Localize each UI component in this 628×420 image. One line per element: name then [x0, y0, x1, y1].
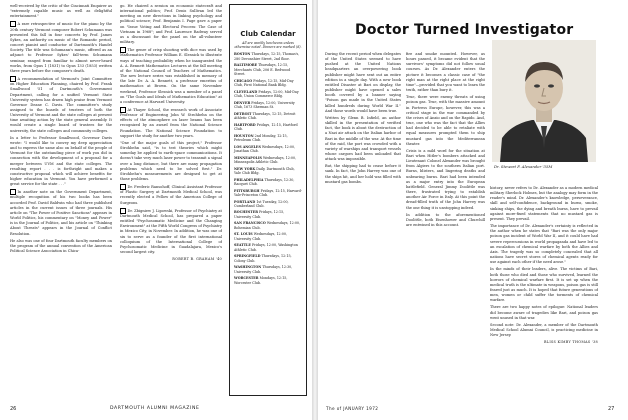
calendar-club-name: BOSTON — [234, 52, 251, 57]
calendar-entry — [234, 221, 302, 230]
paragraph: But, the shipping had to cease before it sank. In fact, the John Harvey was one of the ships hit, and her hold was filled with mustard gas bombs. — [325, 164, 401, 184]
calendar-club-name: WORCESTER — [234, 276, 259, 281]
page-number-left: 26 — [10, 406, 17, 412]
bullet-square-icon — [120, 208, 126, 214]
calendar-club-name: CHICAGO — [234, 78, 253, 83]
author-signoff: ROBERT B. GRAHAM '40 — [172, 257, 222, 262]
calendar-details: Fridays, 12:15, Mid-Day Club, First National Bank Bldg. — [234, 78, 294, 87]
calendar-details: Thursdays, 12:30, University Club. — [234, 265, 293, 274]
paragraph: During the recent period when delegates of the United States seemed to have pushed at the United Nations headquarters an overpowering book publisher might have sent out an entire edition in a single day. With a new book entitled Disaster at Bari on display, the publisher might have opened a sales booth covered by a banner saying "Poison gas made in the United States killed hundreds during World War II." And those words would have been true. — [325, 52, 401, 113]
author-signoff: BLISS KIMBY THOMAS '38 — [543, 340, 598, 345]
calendar-entry — [234, 123, 302, 132]
calendar-club-name: DENVER — [234, 100, 251, 105]
calendar-entry — [234, 79, 302, 88]
calendar-club-name: BALTIMORE — [234, 63, 258, 68]
paragraph: Dr. Frederic Ransohoff, Clinical Assistant Professor of Plastic Surgery at Dartmouth Medical School, was recently elected a Fellow of the American College of Surgeons. — [120, 185, 222, 205]
calendar-details: Thursdays, 12:15, Thomas's, 280 Devonshire Street, 2nd floor. — [234, 52, 300, 61]
club-calendar-note: All are weekly luncheons unless otherwise noted. Dinners are marked (d). — [234, 41, 302, 50]
calendar-club-name: SPRINGFIELD — [234, 254, 261, 259]
calendar-details: Wednesdays, 12:00, Minneapolis Athletic Club. — [234, 155, 297, 164]
right-column-1 — [325, 52, 401, 398]
paragraph: history, never refers to Dr. Alexander as a modern medical military Sherlock Holmes, but the analogy may form in the reader's mind. Dr. Alexander's knowledge, perseverance, skill and self-confidence, background in burns, smoke, sinking ships, the dying and breath burns, have to prevail against more-fixed statements that no mustard gas is present. They prevail. — [490, 186, 598, 221]
paragraph: A rare retrospective of music for the piano by the 20th century Vermont composer Robert Schumann was presented this fall in four concerts by Prof. James Sykes, an authority on music of the Romantic period, concert pianist and conductor of Dartmouth's Handel Society. The title was Schumann's music, offered as an adjunct to Professor Sykes' fall-term Schumann seminar, ranged from familiar to almost never-heard works, from Opus 1 (1831) to Opus 133 (1853) written three years before the composer's death. — [10, 22, 112, 73]
calendar-entry — [234, 265, 302, 274]
calendar-club-name: MINNEAPOLIS — [234, 155, 262, 160]
bullet-square-icon — [10, 189, 16, 195]
calendar-details: Thursdays, 12:15, Colony Club. — [234, 254, 292, 263]
paragraph: In another note on the Government Department, multiple recognition of his two books has been accorded Prof. David Baldwin who had three published articles in the current issues of three journals. His article on "The Power of Positive Sanctions" appears in World Politics, his commentary on "Money and Power" is in the Journal of Politics, and his article on "Thinking About Threats" appears in the Journal of Conflict Resolution. — [10, 190, 112, 236]
calendar-club-name: NEW YORK — [234, 166, 256, 171]
calendar-entry — [234, 210, 302, 219]
club-calendar-box — [229, 4, 307, 396]
paragraph: Second note: Dr. Alexander, a member of the Dartmouth Medical School Alumni Council, is practicing medicine in New Jersey. — [490, 322, 598, 338]
calendar-club-name: HOUSTON — [234, 133, 254, 138]
paragraph: In addition to the aforementioned Doolittle, both Eisenhower and Churchill are entwined in this account. — [406, 212, 485, 227]
photo-caption: Dr. Stewart F. Alexander '35M — [494, 164, 553, 169]
paragraph: Crisis is a mild word for the situation at Bari when Hitler's bombers attacked and Lieutenant Colonel Alexander was brought from Algiers to the southern Italian port. Burns, blisters, and lingering deaths and unbearing burns. Bari had been intended as a major entry into the European battlefield. General Jimmy Doolittle was there, frustrated trying to establish another Air Force in Italy. At this point the dread-filled truth of the John Harvey was the one thing it is unstopping indeed. — [406, 148, 485, 210]
calendar-club-name: HARTFORD — [234, 122, 256, 127]
paragraph: Written by Glenn B. Infield, an author skilled in the presentation of verified fact, the book is about the destruction of a Nazi air attack on the Italian harbor of Bari in the middle of the war. At the time of the raid, the port was crowded with a variety of warships and transport vessels whose cargoes had been unloaded that attack was impossible. — [325, 115, 401, 162]
calendar-entry — [234, 254, 302, 263]
calendar-club-name: DETROIT — [234, 111, 252, 116]
calendar-details: Thursdays, 12:15, Merchants Club, 206 E. Redwood Street. — [234, 63, 291, 76]
calendar-club-name: PITTSBURGH — [234, 188, 260, 193]
calendar-details: 2nd Monday, 12:15, Petroleum Club. — [234, 133, 288, 142]
paragraph: "One of the major goals of this project," Professor Strohbehn said, "is to test theories which might someday be applied to earth-space communications. It doesn't take very much laser power to transmit a signal over a long distance, but there are many propagation problems which need to be solved first." Dr. Strohbehn's measurements are designed to get at those problems. — [120, 140, 222, 181]
calendar-entry — [234, 243, 302, 252]
bullet-square-icon — [120, 184, 126, 190]
calendar-details: Wednesdays, 12:00, University Club. — [234, 232, 287, 241]
bullet-square-icon — [120, 107, 126, 113]
paragraph: In a letter to Professor Smallwood, Governor Davis wrote: "I would like to convey my deep appreciation and to express the same also on behalf of the people of Vermont for the outstanding piece of work you did in connection with the development of a proposal for a merger between UVM and the state colleges. The resulting report . . . is forthright and makes a constructive proposal which will achieve benefits for higher education in Vermont. You have performed a great service for the state . . ." — [10, 135, 112, 187]
calendar-details: Wednesdays, 12:00, Bohemian Club. — [234, 221, 301, 230]
portrait-photo — [492, 40, 596, 162]
paragraph: True, there were enemy threats of using poison gas. True, with the massive amount in Fortress Europe, however, this was a critical stage in the war commanded by the crises of Anzio and on the Rapido. And, true, one who was the fact that the Allies had decided to be able to retaliate with equal measures prompted them to ship mustard gas into the Mediterranean theater. — [406, 95, 485, 146]
calendar-entry — [234, 167, 302, 176]
calendar-entry — [234, 189, 302, 198]
left-column-1 — [10, 4, 112, 396]
calendar-details: Fridays, 12:00, University Club, 1673 Sherman St. — [234, 100, 295, 109]
calendar-entry — [234, 232, 302, 241]
calendar-details: Daily, Dartmouth Club, Yale Club Bldg. — [234, 166, 295, 175]
calendar-entry — [234, 134, 302, 143]
calendar-club-name: PORTLAND — [234, 199, 256, 204]
article-title: Doctor Turned Investigator — [355, 22, 574, 38]
calendar-entry — [234, 156, 302, 165]
calendar-club-name: LOS ANGELES — [234, 144, 261, 149]
calendar-details: Fridays, 12:15, Harvard-Yale-Princeton Club. — [234, 188, 302, 197]
calendar-entry — [234, 200, 302, 209]
calendar-club-name: PHILADELPHIA — [234, 177, 264, 182]
issue-line: The of JANUARY 1972 — [326, 406, 379, 411]
club-calendar-list — [234, 52, 302, 285]
calendar-entry — [234, 63, 302, 76]
paragraph: There are two happy notes of epilogue: National leaders did become aware of tragedies like Bari, and poison gas went unused in that war. — [490, 305, 598, 320]
calendar-details: Fridays, 12:00, Washington Athletic Club. — [234, 243, 298, 252]
bullet-square-icon — [10, 21, 16, 27]
paragraph: well-received by the critic of the Cincinnati Enquirer as "extremely capable music as well as delightful entertainment." — [10, 4, 112, 19]
calendar-club-name: CLEVELAND — [234, 89, 258, 94]
paragraph: Dr. Zbigniew J. Lipowski, Professor of Psychiatry at Dartmouth Medical School, has prepared a paper entitled "Psychosomatic Medicine and the Changing Environment" at the Fifth World Congress of Psychiatry in Mexico City, in November. In addition, he was one of six to serve as a founder of the first international colloquium of the International College of Psychosomatic Medicine in Guadalajara, Mexico's second largest city. — [120, 208, 222, 255]
calendar-details: Fridays, 12:00, Mid-Day Club, Union Commerce Bldg. — [234, 89, 299, 98]
calendar-entry — [234, 90, 302, 99]
calendar-entry — [234, 145, 302, 154]
page-number-right: 27 — [608, 406, 615, 412]
calendar-entry — [234, 178, 302, 187]
calendar-details: Fridays, 12:15, University Club. — [234, 210, 285, 219]
paragraph: He also was one of four Dartmouth faculty members on the program of the annual convention of the American Political Science Association in Chica- — [10, 238, 112, 254]
paragraph: The importance of Dr. Alexander's certainty is reflected in the author when he states that "Bari was the only major poison gas incident of World War II, and it could have had severe repercussions in world propaganda and have led to an escalation of chemical warfare by both the Allies and Axis. The tragedy was so completely concealed that all nations have secret stores of chemical agents ready for use against each other if the need arose." — [490, 224, 598, 265]
right-column-2 — [406, 52, 485, 398]
calendar-details: 1st Tuesday, 12:00, Cumberland Club. — [234, 199, 289, 208]
paragraph: go. He chaired a session on economic statecraft and international politics; Prof. Denis Sullivan led the meeting on new directions in linking psychology and political science; Prof. Benjamin I. Page gave a paper on "Issue Voting and Electoral Process: The Case of Vietnam in 1968"; and Prof. Laurence Radway served as a discussant for the panel on the all-volunteer military. — [120, 4, 222, 45]
calendar-club-name: ST. LOUIS — [234, 232, 253, 237]
paragraph: In the minds of their leaders, alive. The victims of Bari, both those who died and those who survived, learned the horrors of chemical warfare first. It is set up when the medical truth is the ultimate in weapons, poison gas is still feared just as much. It is hoped that future generations of men, women or child suffer the torments of chemical warfare. — [490, 267, 598, 303]
paragraph: fire and smoke mounted. However, as hours passed, it became evident that the survivors' symptoms did not follow usual courses. As Dr. Alexander enters the picture it becomes a classic case of "the right man at the right place at the right time"—provided that you want to learn the truth, rather than bury it. — [406, 52, 485, 93]
calendar-details: Fridays, 12:15, Hartford Club. — [234, 122, 298, 131]
paragraph: The genre of crisp shooting with dice was used by Mathematics Professor William E. Slesnick to illustrate ways of teaching probability when he inaugurated the A. A. Bennett Mathematics Lectures at the fall meeting of the National Council of Teachers of Mathematics. The new lecture series was established in memory of the late Dr. A. A. Bennett, a professor emeritus of mathematics at Brown. On the same November weekend, Professor Slesnick was a member of a panel on "The Goals and Ideals of Mathematics Education" at a conference at Harvard University. — [120, 48, 222, 104]
paragraph: A recommendation of Vermont's Joint Committee on Higher Education Planning, chaired by Prof. Frank Smallwood '51 of Dartmouth's Government Department, calling for a unified Vermont State University system has drawn high praise from Vermont Governor Deane C. Davis. The committee's study assigned to the boards of trustees of both the University of Vermont and the state colleges at present time awaiting action by the state general assembly. It would create a single board of trustees for the university, the state colleges and community colleges. — [10, 77, 112, 133]
calendar-details: Wednesdays, 12:00, Jonathan Club. — [234, 144, 296, 153]
bullet-square-icon — [10, 76, 16, 82]
calendar-details: Thursdays, 12:15, Detroit Athletic Club. — [234, 111, 296, 120]
club-calendar-title: Club Calendar — [240, 30, 296, 38]
left-column-2 — [120, 4, 222, 396]
magazine-footer: DARTMOUTH ALUMNI MAGAZINE — [110, 406, 200, 411]
bullet-square-icon — [120, 47, 126, 53]
calendar-club-name: SEATTLE — [234, 243, 251, 248]
paragraph: At Thayer School, the research work of Associate Professor of Engineering John W. Strohbehn on the effects of the atmosphere on laser beams has been recognized by an award from the National Science Foundation. The National Science Foundation to support the study for another two years. — [120, 107, 222, 138]
calendar-club-name: ROCHESTER — [234, 210, 258, 215]
calendar-entry — [234, 276, 302, 285]
calendar-entry — [234, 52, 302, 61]
calendar-details: Thursdays, 12:30, Racquet Club. — [234, 177, 295, 186]
calendar-club-name: WASHINGTON — [234, 265, 262, 270]
calendar-club-name: SAN FRANCISCO — [234, 221, 266, 226]
page-gutter — [312, 0, 318, 420]
calendar-details: Mondays, 12:15, Worcester Club. — [234, 276, 288, 285]
calendar-entry — [234, 112, 302, 121]
right-column-3 — [490, 186, 598, 398]
calendar-entry — [234, 101, 302, 110]
portrait-illustration — [492, 40, 596, 162]
